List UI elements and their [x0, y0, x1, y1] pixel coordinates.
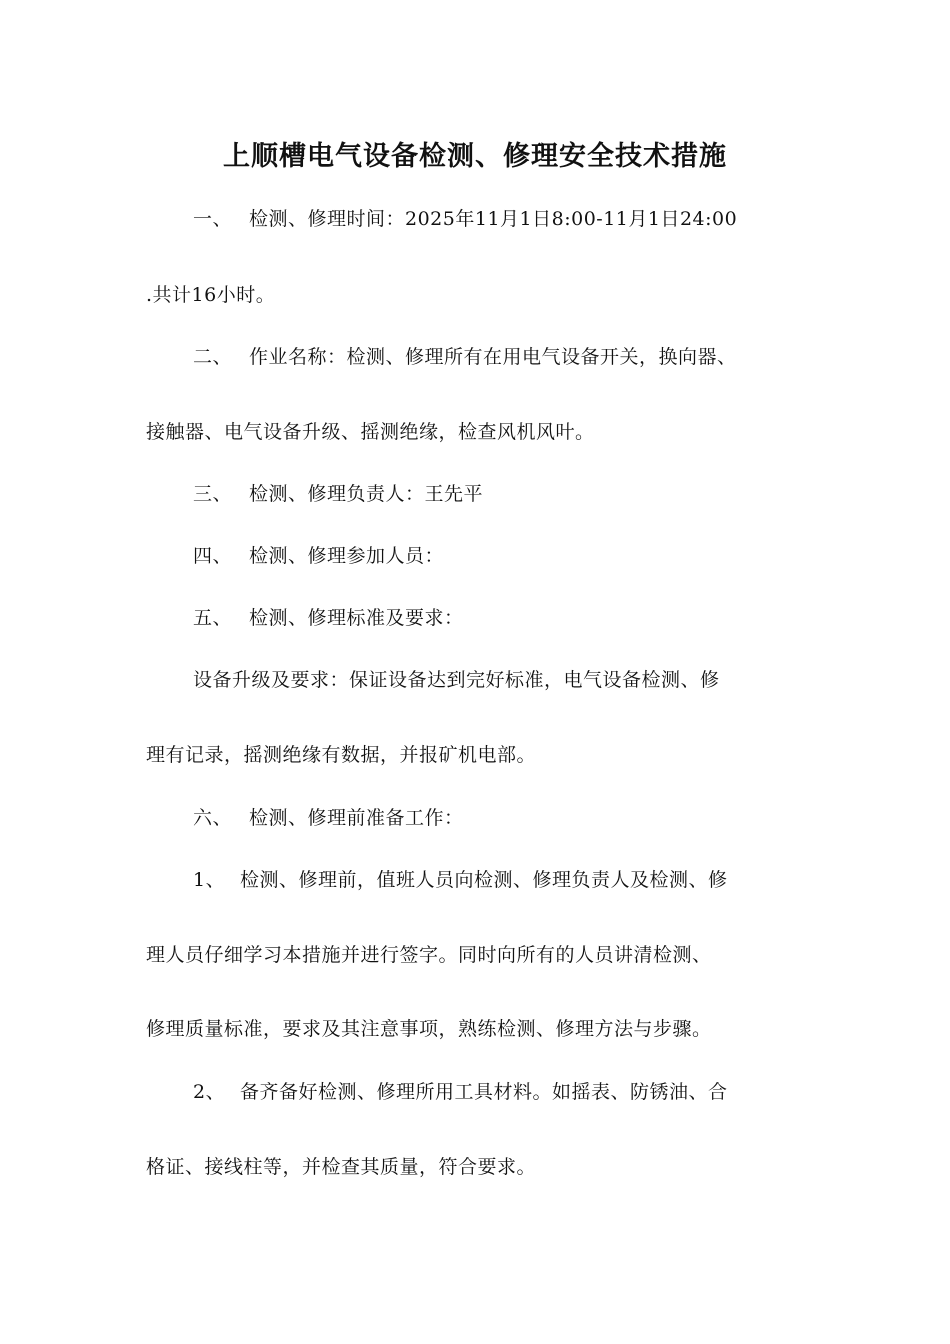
paragraph-line — [193, 482, 483, 506]
line-text: 作业名称：检测、修理所有在用电气设备开关，换向器、 — [249, 346, 737, 368]
paragraph-line — [193, 345, 737, 369]
document-title: 上顺槽电气设备检测、修理安全技术措施 — [223, 141, 727, 172]
section-marker: 六、 — [193, 807, 233, 829]
paragraph-line — [146, 1017, 712, 1041]
section-marker: 五、 — [193, 607, 233, 629]
line-text: 修理质量标准，要求及其注意事项，熟练检测、修理方法与步骤。 — [146, 1018, 712, 1040]
item-number: 2、 — [193, 1081, 226, 1103]
paragraph-line — [193, 868, 728, 892]
line-text: 检测、修理参加人员： — [249, 545, 445, 567]
line-text: 检测、修理前，值班人员向检测、修理负责人及检测、修 — [240, 869, 728, 891]
paragraph-line — [193, 207, 737, 231]
paragraph-line — [193, 544, 444, 568]
paragraph-line — [193, 668, 720, 692]
line-text: 备齐备好检测、修理所用工具材料。如摇表、防锈油、合 — [240, 1081, 728, 1103]
paragraph-line — [146, 420, 595, 444]
paragraph-line — [146, 283, 275, 307]
paragraph-line — [146, 943, 712, 967]
paragraph-line — [193, 806, 464, 830]
line-text: 理有记录，摇测绝缘有数据，并报矿机电部。 — [146, 744, 537, 766]
line-text: 设备升级及要求：保证设备达到完好标准，电气设备检测、修 — [193, 669, 720, 691]
line-text: 检测、修理负责人：王先平 — [249, 483, 484, 505]
paragraph-line — [193, 606, 464, 630]
line-text: 接触器、电气设备升级、摇测绝缘，检查风机风叶。 — [146, 421, 595, 443]
line-text: 格证、接线柱等，并检查其质量，符合要求。 — [146, 1156, 537, 1178]
section-marker: 四、 — [193, 545, 233, 567]
section-marker: 一、 — [193, 208, 233, 230]
paragraph-line — [146, 1155, 536, 1179]
line-text: .共计16小时。 — [146, 284, 276, 306]
line-text: 检测、修理时间：2025年11月1日8:00-11月1日24:00 — [249, 208, 738, 230]
line-text: 理人员仔细学习本措施并进行签字。同时向所有的人员讲清检测、 — [146, 944, 712, 966]
item-number: 1、 — [193, 869, 226, 891]
paragraph-line — [146, 743, 536, 767]
section-marker: 二、 — [193, 346, 233, 368]
section-marker: 三、 — [193, 483, 233, 505]
paragraph-line — [193, 1080, 728, 1104]
line-text: 检测、修理前准备工作： — [249, 807, 464, 829]
line-text: 检测、修理标准及要求： — [249, 607, 464, 629]
